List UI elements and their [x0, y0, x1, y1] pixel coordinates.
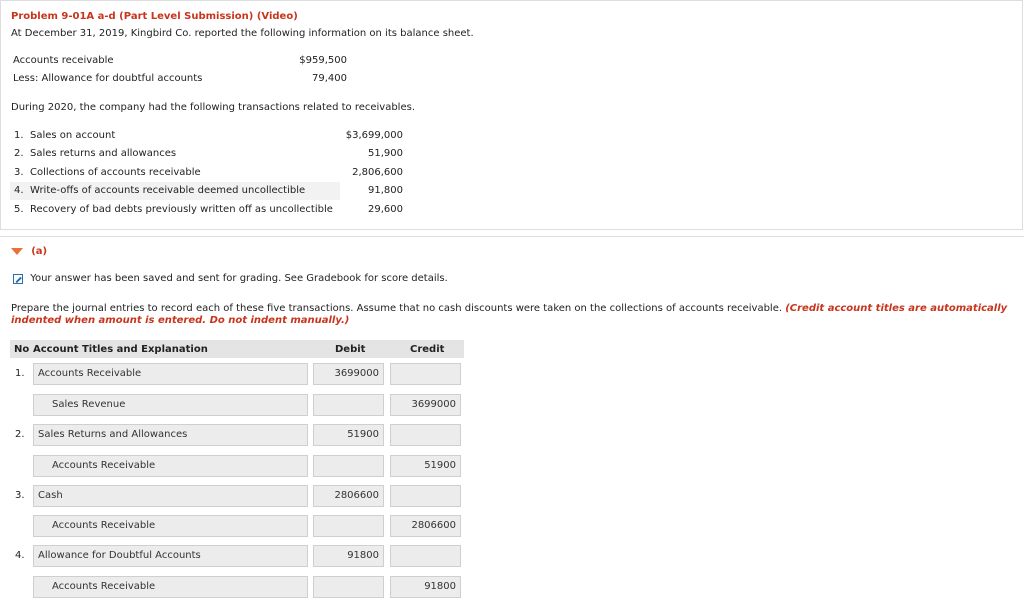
during-text: During 2020, the company had the following transactions related to receivables. [11, 102, 416, 113]
credit-field[interactable]: 91800 [390, 576, 461, 598]
transaction-amount: 2,806,600 [352, 167, 403, 178]
debit-field[interactable] [313, 515, 384, 537]
credit-field[interactable]: 2806600 [390, 515, 461, 537]
account-field[interactable]: Accounts Receivable [33, 515, 308, 537]
transaction-amount: 51,900 [368, 148, 403, 159]
credit-field[interactable] [390, 424, 461, 446]
entry-number: 1. [15, 368, 25, 379]
debit-field[interactable]: 3699000 [313, 363, 384, 385]
credit-field[interactable] [390, 363, 461, 385]
debit-field[interactable]: 51900 [313, 424, 384, 446]
instructions-note: (Credit account titles are automatically [785, 303, 1008, 314]
transaction-label: Sales on account [30, 130, 116, 141]
entry-number: 2. [15, 429, 25, 440]
transaction-num: 3. [14, 167, 24, 178]
transaction-amount: 91,800 [368, 185, 403, 196]
transaction-num: 2. [14, 148, 24, 159]
saved-message [13, 273, 448, 285]
header-debit: Debit [335, 344, 366, 355]
account-field[interactable]: Accounts Receivable [33, 576, 308, 598]
credit-field[interactable]: 51900 [390, 455, 461, 477]
credit-field[interactable] [390, 485, 461, 507]
transaction-amount: $3,699,000 [345, 130, 403, 141]
instructions [11, 303, 1007, 314]
header-no: No [14, 344, 30, 355]
account-field[interactable]: Allowance for Doubtful Accounts [33, 545, 308, 567]
account-field[interactable]: Accounts Receivable [33, 455, 308, 477]
transaction-num: 5. [14, 204, 24, 215]
problem-intro: At December 31, 2019, Kingbird Co. reported the following information on its balance sheet. [11, 28, 474, 39]
transaction-num: 4. [14, 185, 24, 196]
balance-amount-allowance: 79,400 [312, 73, 347, 84]
credit-field[interactable] [390, 545, 461, 567]
debit-field[interactable]: 2806600 [313, 485, 384, 507]
debit-field[interactable] [313, 455, 384, 477]
transaction-label: Collections of accounts receivable [30, 167, 201, 178]
balance-amount-ar: $959,500 [299, 55, 347, 66]
credit-field[interactable]: 3699000 [390, 394, 461, 416]
account-field[interactable]: Cash [33, 485, 308, 507]
account-field[interactable]: Sales Revenue [33, 394, 308, 416]
debit-field[interactable] [313, 576, 384, 598]
instructions-note-cont: indented when amount is entered. Do not indent manually.) [11, 315, 350, 326]
transaction-label: Write-offs of accounts receivable deemed uncollectible [30, 185, 306, 196]
account-field[interactable]: Accounts Receivable [33, 363, 308, 385]
debit-field[interactable]: 91800 [313, 545, 384, 567]
checkbox-saved-icon [13, 274, 23, 284]
transaction-label: Sales returns and allowances [30, 148, 177, 159]
transaction-num: 1. [14, 130, 24, 141]
collapse-triangle-icon [11, 248, 23, 255]
entry-number: 4. [15, 550, 25, 561]
transaction-amount: 29,600 [368, 204, 403, 215]
problem-title: Problem 9-01A a-d (Part Level Submission) (Video) [11, 11, 298, 22]
header-credit: Credit [410, 344, 445, 355]
balance-label-ar: Accounts receivable [13, 55, 114, 66]
transaction-label: Recovery of bad debts previously written off as uncollectible [30, 204, 333, 215]
header-account: Account Titles and Explanation [33, 344, 208, 355]
instructions-text: Prepare the journal entries to record each of these five transactions. Assume that no cash discounts were taken on the collections of accounts receivable. [11, 303, 783, 314]
debit-field[interactable] [313, 394, 384, 416]
saved-text: Your answer has been saved and sent for grading. See Gradebook for score details. [30, 273, 448, 284]
balance-label-allowance: Less: Allowance for doubtful accounts [13, 73, 203, 84]
entry-number: 3. [15, 490, 25, 501]
part-a-label: (a) [31, 246, 48, 257]
account-field[interactable]: Sales Returns and Allowances [33, 424, 308, 446]
part-a-toggle[interactable] [11, 246, 47, 258]
